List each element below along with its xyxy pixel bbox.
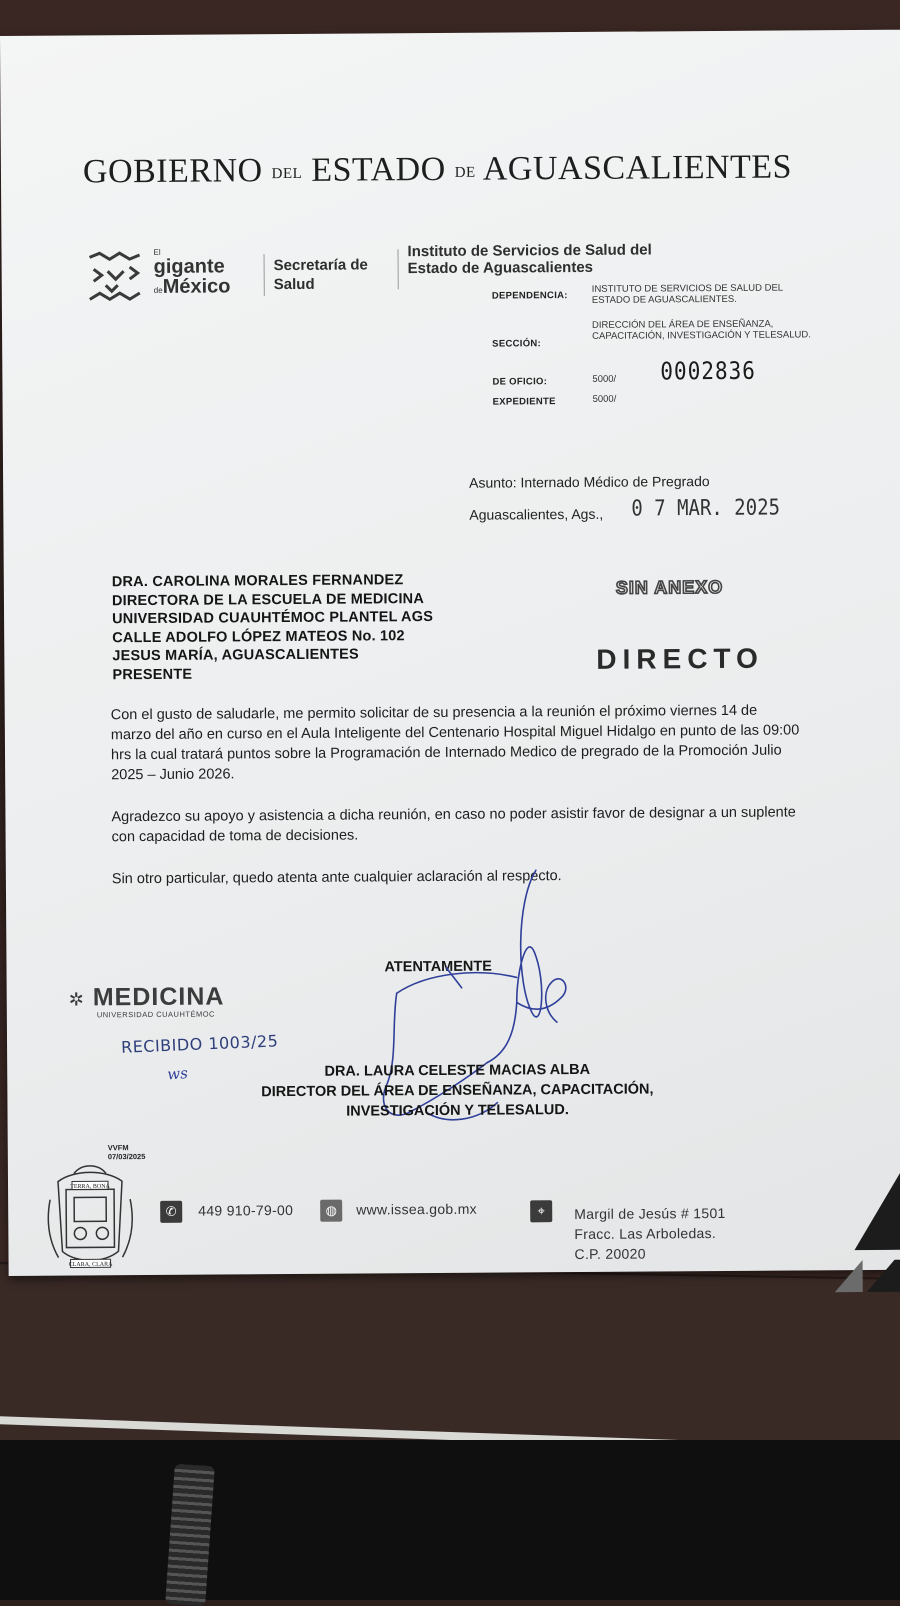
location-pin-icon: ⌖ — [530, 1200, 552, 1222]
recipient-presente: PRESENTE — [112, 666, 193, 683]
expediente-label: EXPEDIENTE — [492, 396, 556, 408]
address-line-2: Fracc. Las Arboledas. — [574, 1225, 717, 1243]
signer-title-1: DIRECTOR DEL ÁREA DE ENSEÑANZA, CAPACITACIÓN, — [261, 1081, 654, 1101]
folio-number: 0002836 — [660, 356, 756, 386]
logo-divider — [264, 254, 265, 296]
seal-bottom-text: CLARA, CLARA — [68, 1261, 113, 1269]
seccion-label: SECCIÓN: — [492, 338, 542, 350]
body-paragraph-1: Con el gusto de saludarle, me permito solicitar de su presencia a la reunión el próximo viernes 14 de marzo del año en curso en el Aula Inteligente del Centenario Hospital Miguel Hidalgo en punto de las 09:00 hrs la cual tratará puntos sobre la Programación de Internado Medico de pregrado de la Promoción Julio 2025 – Junio 2026. — [110, 702, 800, 784]
recipient-title: DIRECTORA DE LA ESCUELA DE MEDICINA — [111, 590, 425, 609]
letter-page — [0, 30, 900, 1276]
dependencia-value: INSTITUTO DE SERVICIOS DE SALUD DEL ESTADO DE AGUASCALIENTES. — [591, 282, 783, 306]
gov-word-aguascalientes: AGUASCALIENTES — [482, 148, 793, 188]
signer-block — [207, 1059, 707, 1122]
gov-word-estado: ESTADO — [311, 150, 446, 189]
seccion-value: DIRECCIÓN DEL ÁREA DE ENSEÑANZA, CAPACITACIÓN, INVESTIGACIÓN Y TELESALUD. — [591, 318, 811, 342]
recipient-street: CALLE ADOLFO LÓPEZ MATEOS No. 102 — [112, 627, 405, 646]
expediente-value: 5000/ — [592, 393, 617, 405]
corner-graphic — [834, 1160, 900, 1301]
body-paragraph-3: Sin otro particular, quedo atenta ante cualquier aclaración al respecto. — [111, 868, 562, 888]
medicina-received-stamp — [69, 982, 225, 1019]
recibido-handwritten: RECIBIDO 1003/25 — [120, 1031, 279, 1057]
medicina-star-icon: ✲ — [68, 989, 85, 1010]
brand-gigante-word: gigante — [153, 255, 225, 278]
gov-word-del: DEL — [271, 165, 303, 183]
body-paragraph-2: Agradezco su apoyo y asistencia a dicha reunión, en caso no poder asistir favor de designar a un suplente con capacidad de toma de decisiones. — [111, 804, 796, 846]
brand-gigante — [153, 248, 230, 301]
oficio-value: 5000/ — [592, 373, 617, 385]
medicina-sub: UNIVERSIDAD CUAUHTÉMOC — [96, 1009, 215, 1020]
recibido-initials: ws — [166, 1064, 189, 1084]
vvfm-initials: VVFM — [107, 1143, 129, 1153]
globe-icon: ◍ — [320, 1200, 342, 1222]
gov-word-gobierno: GOBIERNO — [82, 152, 263, 191]
website-link[interactable]: www.issea.gob.mx — [356, 1200, 477, 1218]
asunto-line: Asunto: Internado Médico de Pregrado — [469, 473, 710, 491]
vvfm-date: 07/03/2025 — [107, 1152, 146, 1162]
gov-word-de: DE — [454, 164, 476, 181]
brand-el: El — [153, 247, 161, 257]
oficio-label: DE OFICIO: — [492, 376, 548, 388]
sin-anexo-stamp: SIN ANEXO — [615, 576, 724, 598]
recipient-city: JESUS MARÍA, AGUASCALIENTES — [112, 646, 359, 665]
brand-de: de — [153, 285, 163, 295]
closing-atentamente: ATENTAMENTE — [384, 958, 492, 976]
recipient-block — [112, 571, 434, 684]
secretaria-salud: Secretaría de Salud — [273, 256, 368, 294]
paper-fold — [0, 1262, 900, 1460]
brand-mexico-word: México — [162, 275, 231, 298]
address-line-3: C.P. 20020 — [574, 1245, 646, 1263]
logo-divider-2 — [397, 249, 398, 289]
address-line-1: Margil de Jesús # 1501 — [574, 1204, 726, 1223]
recipient-name: DRA. CAROLINA MORALES FERNANDEZ — [111, 572, 404, 591]
instituto-name: Instituto de Servicios de Salud del Estado de Aguascalientes — [407, 241, 652, 278]
government-title — [83, 148, 792, 191]
phone-icon: ✆ — [160, 1201, 182, 1223]
phone-number: 449 910-79-00 — [198, 1201, 294, 1219]
recipient-institution: UNIVERSIDAD CUAUHTÉMOC PLANTEL AGS — [112, 608, 434, 628]
state-seal-icon — [44, 1159, 137, 1272]
signer-title-2: INVESTIGACIÓN Y TELESALUD. — [346, 1102, 569, 1120]
dependencia-label: DEPENDENCIA: — [491, 290, 568, 302]
medicina-brand: MEDICINA — [92, 982, 225, 1012]
date-stamp: 0 7 MAR. 2025 — [631, 494, 781, 522]
jacket-background — [0, 1440, 900, 1600]
seal-top-text: TERRA, BONA — [70, 1183, 110, 1191]
address-block — [574, 1203, 726, 1264]
signer-name: DRA. LAURA CELESTE MACIAS ALBA — [324, 1061, 591, 1080]
directo-stamp: DIRECTO — [596, 642, 764, 675]
gigante-logo-icon — [85, 249, 143, 307]
place-line: Aguascalientes, Ags., — [469, 505, 604, 523]
